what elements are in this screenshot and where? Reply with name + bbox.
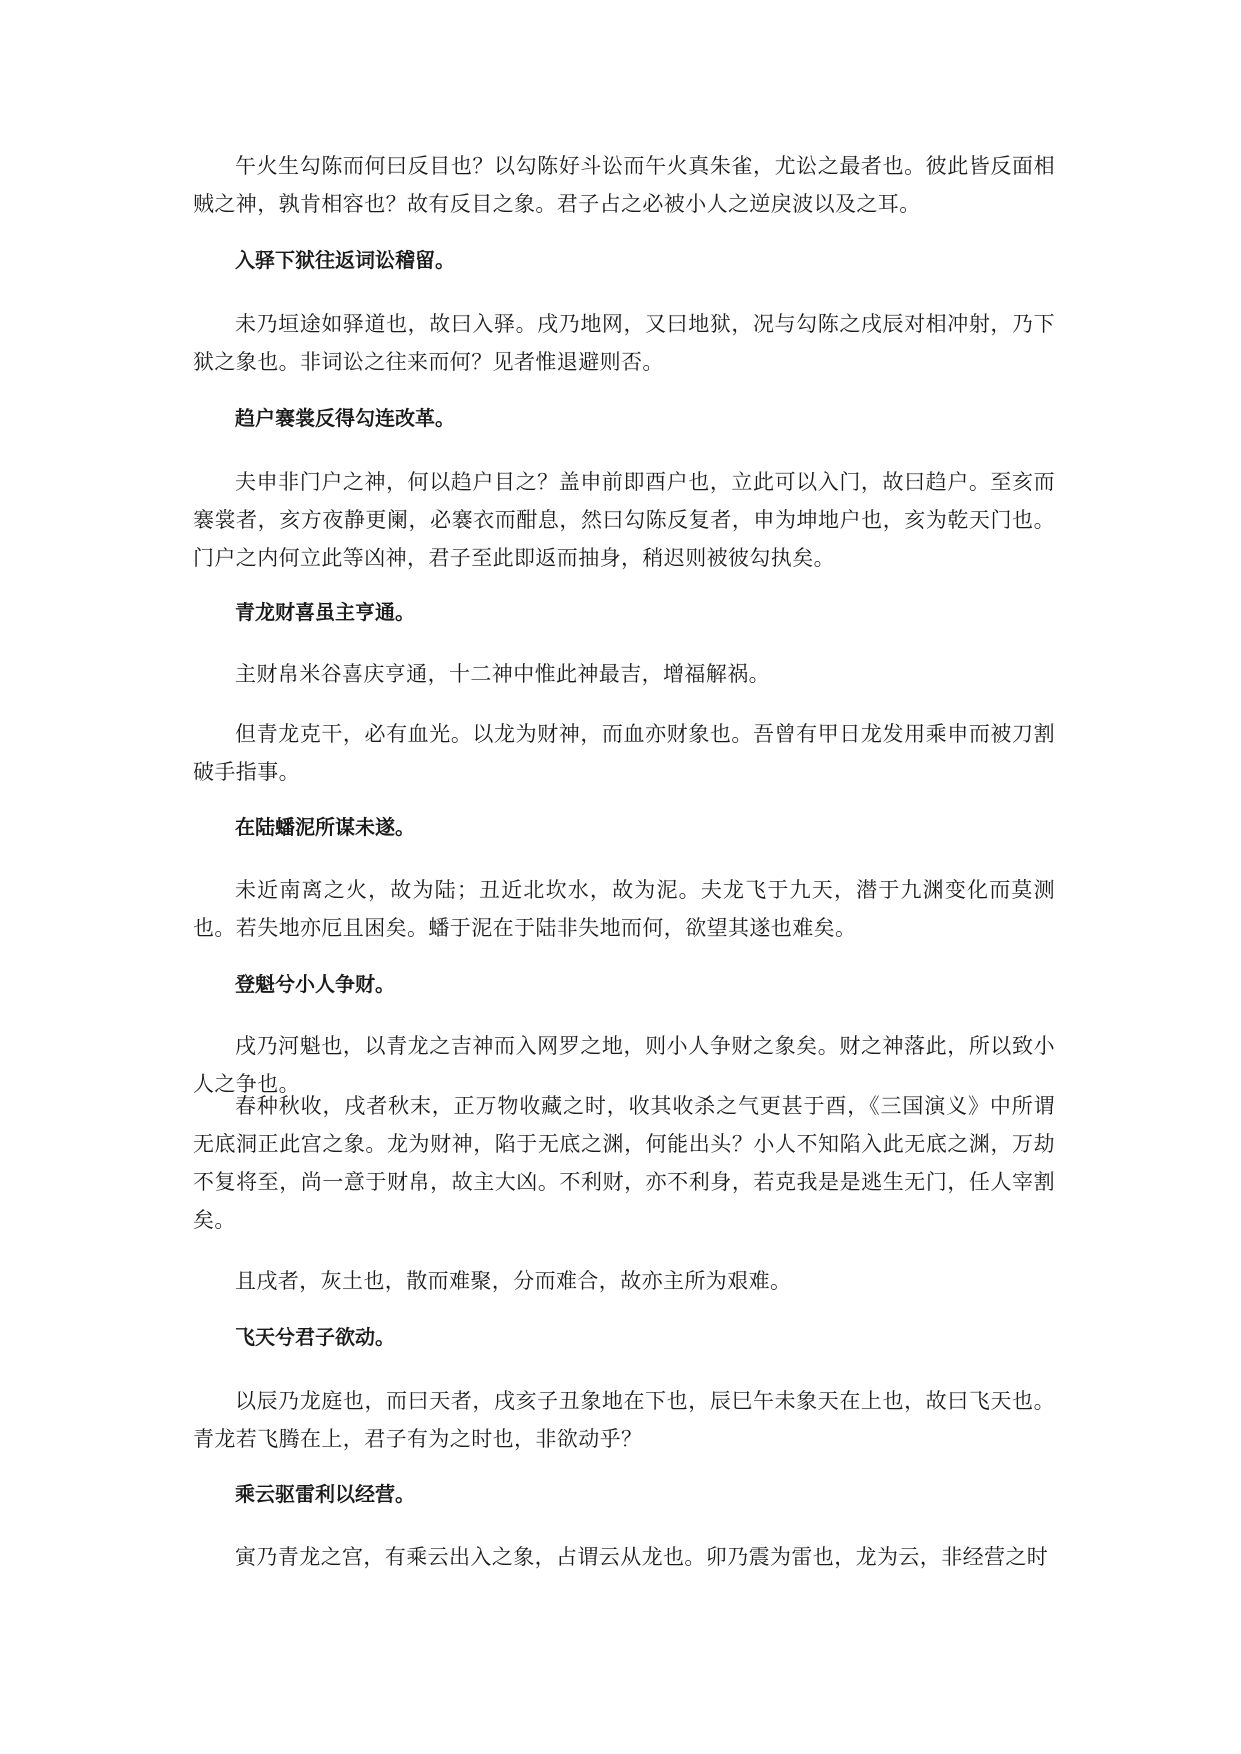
section-heading-7: 乘云驱雷利以经营。 <box>235 1482 415 1506</box>
paragraph-8: 春种秋收，戌者秋末，正万物收藏之时，收其收杀之气更甚于酉，《三国演义》中所谓无底洞正此宫之象。龙为财神，陷于无底之渊，何能出头？小人不知陷入此无底之渊，万劫不复将至，尚一意于财帛，故主大凶。不利财，亦不利身，若克我是是逃生无门，任人宰割矣。 <box>193 1094 1055 1232</box>
paragraph-1: 午火生勾陈而何曰反目也？以勾陈好斗讼而午火真朱雀，尤讼之最者也。彼此皆反面相贼之神，孰肯相容也？故有反目之象。君子占之必被小人之逆戾波以及之耳。 <box>193 154 1055 216</box>
section-heading-4: 在陆蟠泥所谋未遂。 <box>235 815 415 839</box>
paragraph-9: 且戌者，灰土也，散而难聚，分而难合，故亦主所为艰难。 <box>235 1269 792 1293</box>
section-heading-5: 登魁兮小人争财。 <box>235 972 395 996</box>
section-heading-1: 入驿下狱往返词讼稽留。 <box>235 248 455 272</box>
paragraph-5: 但青龙克干，必有血光。以龙为财神，而血亦财象也。吾曾有甲日龙发用乘申而被刀割破手指事。 <box>193 722 1055 784</box>
section-heading-3: 青龙财喜虽主亨通。 <box>235 600 415 624</box>
paragraph-4: 主财帛米谷喜庆亨通，十二神中惟此神最吉，增福解祸。 <box>235 662 770 686</box>
paragraph-10: 以辰乃龙庭也，而曰天者，戌亥子丑象地在下也，辰巳午未象天在上也，故曰飞天也。青龙若飞腾在上，君子有为之时也，非欲动乎？ <box>193 1389 1055 1451</box>
paragraph-6: 未近南离之火，故为陆；丑近北坎水，故为泥。夫龙飞于九天，潜于九渊变化而莫测也。若失地亦厄且困矣。蟠于泥在于陆非失地而何，欲望其遂也难矣。 <box>193 878 1055 940</box>
section-heading-2: 趋户褰裳反得勾连改革。 <box>235 406 455 430</box>
paragraph-3: 夫申非门户之神，何以趋户目之？盖申前即酉户也，立此可以入门，故曰趋户。至亥而褰裳者，亥方夜静更阑，必褰衣而酣息，然曰勾陈反复者，申为坤地户也，亥为乾天门也。门户之内何立此等凶神，君子至此即返而抽身，稍迟则被彼勾执矣。 <box>193 470 1055 570</box>
paragraph-11: 寅乃青龙之宫，有乘云出入之象，占谓云从龙也。卯乃震为雷也，龙为云，非经营之时 <box>235 1545 1049 1569</box>
paragraph-7: 戌乃河魁也，以青龙之吉神而入网罗之地，则小人争财之象矣。财之神落此，所以致小人之争也。 <box>193 1034 1055 1096</box>
section-heading-6: 飞天兮君子欲动。 <box>235 1325 395 1349</box>
paragraph-2: 未乃垣途如驿道也，故曰入驿。戌乃地网，又曰地狱，况与勾陈之戌辰对相冲射，乃下狱之象也。非词讼之往来而何？见者惟退避则否。 <box>193 312 1055 374</box>
